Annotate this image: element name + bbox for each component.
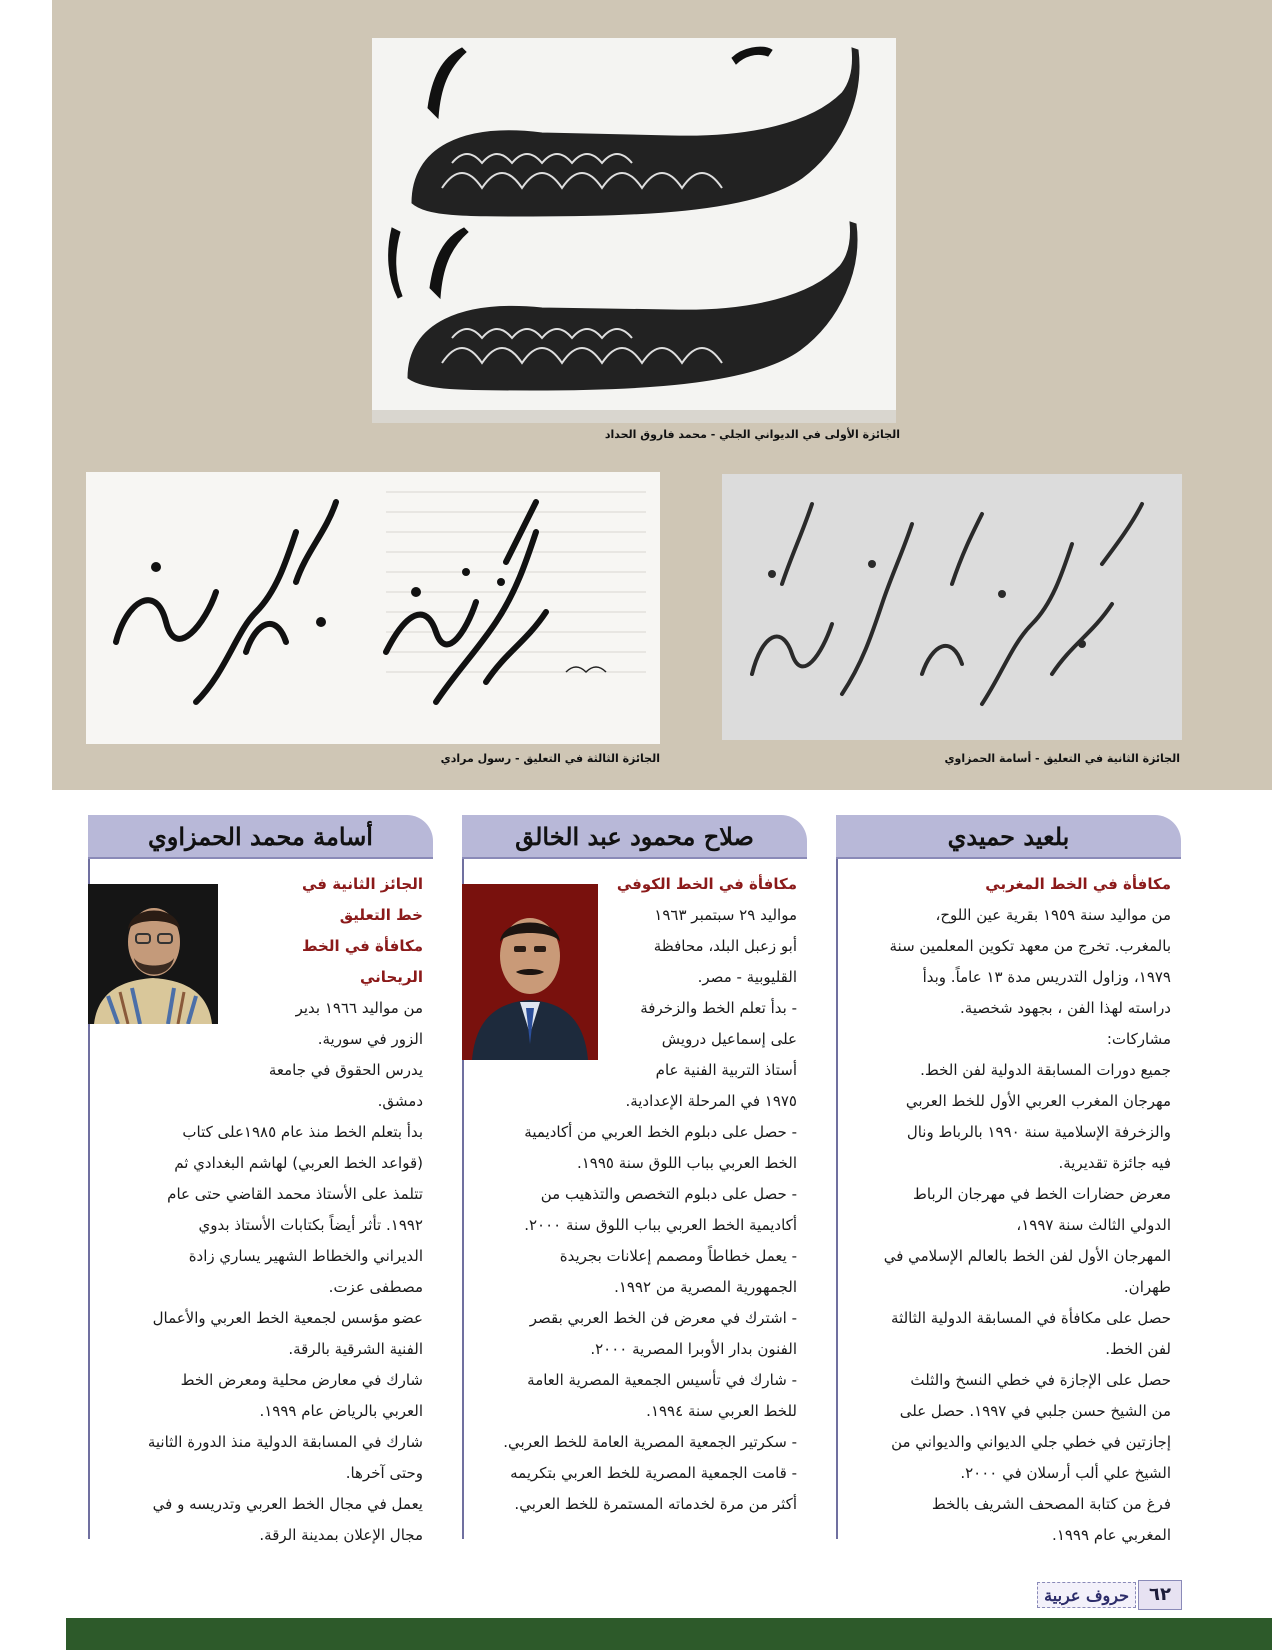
bio-line: مهرجان المغرب العربي الأول للخط العربي — [905, 1092, 1171, 1110]
bio-line: بدأ بتعلم الخط منذ عام ١٩٨٥على كتاب — [182, 1123, 423, 1141]
second-prize-calligraphy-image — [722, 474, 1182, 740]
bio-line: شارك في المسابقة الدولية منذ الدورة الثانية — [147, 1433, 423, 1451]
bio-line: - بدأ تعلم الخط والزخرفة — [640, 999, 797, 1017]
bio-line: على إسماعيل درويش — [661, 1030, 797, 1048]
bio-line: فرغ من كتابة المصحف الشريف بالخط — [931, 1495, 1171, 1513]
bio-line: الجمهورية المصرية من ١٩٩٢. — [614, 1278, 797, 1296]
third-prize-calligraphy-image — [86, 472, 660, 744]
profile-name: أسامة محمد الحمزاوي — [88, 815, 433, 859]
bio-line: جميع دورات المسابقة الدولية لفن الخط. — [920, 1061, 1171, 1079]
profile-column-belaid-hamidi — [836, 815, 1181, 1551]
bio-line: القليوبية - مصر. — [697, 968, 797, 986]
bio-line: - حصل على دبلوم الخط العربي من أكاديمية — [524, 1123, 797, 1141]
bio-line: حصل على الإجازة في خطي النسخ والثلث — [910, 1371, 1171, 1389]
bio-line: والزخرفة الإسلامية سنة ١٩٩٠ بالرباط ونال — [906, 1123, 1171, 1141]
footer-bar — [66, 1618, 1272, 1650]
award-title: مكافأة في الخط المغربي — [985, 875, 1171, 893]
page-number: ٦٢ — [1138, 1580, 1182, 1610]
bio-line: من مواليد سنة ١٩٥٩ بقرية عين اللوح، — [935, 906, 1171, 924]
second-prize-caption: الجائزة الثانية في التعليق - أسامة الحمزاوي — [944, 752, 1180, 765]
first-prize-caption: الجائزة الأولى في الديواني الجلي - محمد فاروق الحداد — [604, 428, 900, 441]
bio-line: - شارك في تأسيس الجمعية المصرية العامة — [527, 1371, 797, 1389]
bio-line: العربي بالرياض عام ١٩٩٩. — [259, 1402, 423, 1420]
page-margin — [0, 0, 52, 1650]
bio-line: إجازتين في خطي جلي الديواني والديواني من — [891, 1433, 1171, 1451]
bio-line: - حصل على دبلوم التخصص والتذهيب من — [540, 1185, 797, 1203]
bio-line: - قامت الجمعية المصرية للخط العربي بتكريمه — [510, 1464, 797, 1482]
bio-line: أبو زعبل البلد، محافظة — [653, 937, 797, 955]
bio-line: طهران. — [1123, 1278, 1171, 1296]
bio-line: الديراني والخطاط الشهير يساري زادة — [188, 1247, 423, 1265]
award-title: مكافأة في الخط الريحاني — [301, 937, 423, 986]
bio-line: مشاركات: — [1106, 1030, 1171, 1048]
bio-line: الزور في سورية. — [317, 1030, 423, 1048]
bio-line: شارك في معارض محلية ومعرض الخط — [180, 1371, 423, 1389]
bio-line: فيه جائزة تقديرية. — [1058, 1154, 1171, 1172]
bio-line: أكثر من مرة لخدماته المستمرة للخط العربي. — [514, 1495, 797, 1513]
award-title: خط التعليق — [339, 906, 423, 924]
page-footer-badge — [1044, 1580, 1182, 1614]
first-prize-calligraphy-image — [372, 38, 896, 423]
bio-line: - اشترك في معرض فن الخط العربي بقصر — [529, 1309, 797, 1327]
bio-line: للخط العربي سنة ١٩٩٤. — [646, 1402, 797, 1420]
bio-line: - سكرتير الجمعية المصرية العامة للخط العربي. — [503, 1433, 797, 1451]
bio-line: وحتى آخرها. — [345, 1464, 423, 1482]
award-title: مكافأة في الخط الكوفي — [616, 875, 797, 893]
magazine-name: حروف عربية — [1037, 1582, 1136, 1608]
bio-line: دمشق. — [377, 1092, 423, 1110]
bio-line: دراسته لهذا الفن ، بجهود شخصية. — [960, 999, 1171, 1017]
bio-line: ١٩٩٢. تأثر أيضاً بكتابات الأستاذ بدوي — [198, 1216, 423, 1234]
bio-line: يدرس الحقوق في جامعة — [268, 1061, 423, 1079]
profile-name: صلاح محمود عبد الخالق — [462, 815, 807, 859]
bio-line: الفنون بدار الأوبرا المصرية ٢٠٠٠. — [590, 1340, 797, 1358]
bio-line: تتلمذ على الأستاذ محمد القاضي حتى عام — [167, 1185, 423, 1203]
third-prize-caption: الجائزة الثالثة في التعليق - رسول مرادي — [440, 752, 660, 765]
bio-line: الشيخ علي ألب أرسلان في ٢٠٠٠. — [960, 1464, 1171, 1482]
bio-line: الدولي الثالث سنة ١٩٩٧، — [1016, 1216, 1171, 1234]
bio-line: الفنية الشرقية بالرقة. — [288, 1340, 423, 1358]
bio-line: حصل على مكافأة في المسابقة الدولية الثالثة — [891, 1309, 1171, 1327]
bio-line: مجال الإعلان بمدينة الرقة. — [259, 1526, 423, 1544]
bio-line: مواليد ٢٩ سبتمبر ١٩٦٣ — [654, 906, 797, 924]
column-rule — [836, 859, 838, 1539]
bio-line: يعمل في مجال الخط العربي وتدريسه و في — [152, 1495, 423, 1513]
bio-line: من الشيخ حسن جلبي في ١٩٩٧. حصل على — [899, 1402, 1171, 1420]
bio-line: بالمغرب. تخرج من معهد تكوين المعلمين سنة — [889, 937, 1171, 955]
profile-body — [836, 859, 1181, 1551]
bio-line: مصطفى عزت. — [328, 1278, 423, 1296]
bio-line: (قواعد الخط العربي) لهاشم البغدادي ثم — [174, 1154, 423, 1172]
bio-line: أكاديمية الخط العربي بباب اللوق سنة ٢٠٠٠. — [524, 1216, 797, 1234]
bio-line: من مواليد ١٩٦٦ بدير — [295, 999, 423, 1017]
bio-line: أستاذ التربية الفنية عام — [655, 1061, 797, 1079]
portrait-photo-salah — [462, 884, 598, 1060]
bio-line: ١٩٧٥ في المرحلة الإعدادية. — [625, 1092, 797, 1110]
bio-line: المغربي عام ١٩٩٩. — [1052, 1526, 1171, 1544]
bio-line: المهرجان الأول لفن الخط بالعالم الإسلامي في — [883, 1247, 1171, 1265]
bio-line: لفن الخط. — [1105, 1340, 1171, 1358]
bio-line: الخط العربي بباب اللوق سنة ١٩٩٥. — [576, 1154, 797, 1172]
bio-line: معرض حضارات الخط في مهرجان الرباط — [913, 1185, 1171, 1203]
bio-line: - يعمل خطاطاً ومصمم إعلانات بجريدة — [559, 1247, 797, 1265]
bio-line: عضو مؤسس لجمعية الخط العربي والأعمال — [152, 1309, 423, 1327]
bio-line: ١٩٧٩، وزاول التدريس مدة ١٣ عاماً. وبدأ — [922, 968, 1171, 986]
award-title: الجائز الثانية في — [301, 875, 423, 893]
profile-name: بلعيد حميدي — [836, 815, 1181, 859]
portrait-photo-osama — [88, 884, 218, 1024]
